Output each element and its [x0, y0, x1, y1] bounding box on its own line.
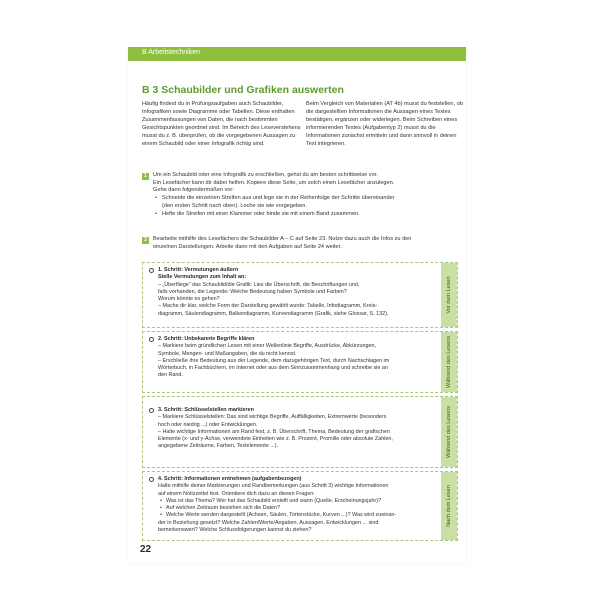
strip-side-tab — [441, 397, 457, 467]
strip-line: falls vorhanden, die Legende: Welche Bedeutung haben Symbole und Farben? — [158, 288, 347, 295]
strip-line: den Rand. — [158, 372, 183, 379]
chapter-label: B Arbeitstechniken — [142, 49, 200, 56]
intro-right-column: Beim Vergleich von Materialien (AT 4b) musst du feststellen, ob die dargestellten Informationen die Aussagen eines Textes bestätigen, ergänzen oder widerlegen. Beim Schreiben eines informierenden Textes (Aufgabentyp 2) musst du die Informationen zunächst ermitteln und dann sinnvoll in deinen Text integrieren. — [306, 101, 463, 147]
task-number-badge: 2 — [142, 237, 149, 244]
side-tab-label: Vor dem Lesen — [446, 276, 452, 314]
strip-line: Halte mithilfe deiner Markierungen und Randbemerkungen (aus Schritt 3) wichtige Informationen — [158, 483, 389, 490]
strip-bullet: • Auf welchen Zeitraum beziehen sich die Daten? — [149, 505, 429, 512]
strip-side-tab — [441, 472, 457, 540]
task-1-line: Um ein Schaubild oder eine Infografik zu erschließen, gehst du am besten schrittweise vor. — [153, 172, 378, 178]
task-1-bullet: • Hefte die Streifen mit einer Klammer oder binde sie mit einem Band zusammen. — [142, 211, 458, 219]
strip-line: Wörterbuch, in Fachbüchern, im Internet oder aus dem Sinnzusammenhang und schreibe sie an — [158, 365, 388, 372]
strip-line: diagramm, Säulendiagramm, Balkendiagramm, Kurvendiagramm (Grafik, siehe Glossar, S. 132). — [158, 310, 389, 317]
reading-fan-strip-4 — [142, 471, 458, 541]
task-2-line: Bearbeite mithilfe des Lesefächers die Schaubilder A – C auf Seite 23. Nutze dazu auch die Infos zu den — [153, 236, 412, 242]
strip-content — [149, 476, 429, 534]
strip-line: angegebene Zeiträume, Farben, Textelemente ...). — [158, 443, 279, 450]
task-1-bullet-cont: (den ersten Schritt nach oben). Loche sie wie vorgegeben. — [162, 202, 307, 209]
strip-step-title: 1. Schritt: Vermutungen äußern — [158, 267, 239, 273]
strip-content — [149, 267, 429, 318]
strip-line: Symbole, Mengen- und Maßangaben, die du nicht kennst. — [158, 350, 297, 357]
strip-line: – „Überfliege“ das Schaubild/die Grafik: Lies die Überschrift, die Beschriftungen und, — [158, 281, 360, 288]
strip-bullet: • Welche Werte werden dargestellt (Achsen, Säulen, Tortenstücke, Kurven ...)? Was wird zueinan- — [149, 512, 429, 519]
strip-line: – Mache dir klar, welche Form der Darstellung gewählt wurde: Tabelle, Infodiagramm, Kreis- — [158, 303, 378, 310]
task-2-line: einzelnen Darstellungen. Arbeite dann mit den Aufgaben auf Seite 24 weiter. — [153, 243, 342, 250]
reading-fan-strip-1 — [142, 262, 458, 328]
strip-line: hoch oder niedrig ...) oder Entwicklungen. — [158, 421, 258, 428]
punch-hole-icon — [149, 337, 154, 342]
side-tab-label: Während des Lesens — [446, 406, 452, 458]
task-1-line: Ein Lesefächer kann dir dabei helfen. Kopiere diese Seite, um solch einen Lesefächer anzulegen. — [153, 179, 395, 186]
task-1-bullet: • Schneide die einzelnen Streifen aus und lege sie in der Reihenfolge der Schritte übereinander — [142, 195, 458, 203]
side-tab-label: Während des Lesens — [446, 336, 452, 388]
strip-line: bemerkenswert? Welche Schlussfolgerungen kannst du ziehen? — [158, 527, 312, 534]
strip-line: Worum könnte es gehen? — [158, 296, 220, 303]
strip-content — [149, 407, 429, 451]
punch-hole-icon — [149, 408, 154, 413]
strip-line: Elemente (x- und y-Achse, verwendete Einheiten wie z. B. Prozent, Promille oder absolute Zahlen, — [158, 436, 393, 443]
strip-bullet: • Was ist das Thema? Wer hat das Schaubild erstellt und wann (Quelle, Erscheinungsjahr)? — [149, 498, 429, 505]
strip-line: – Halte wichtige Informationen am Rand fest, z. B. Überschrift, Thema, Bedeutung der grafischen — [158, 428, 390, 435]
strip-line: der in Beziehung gesetzt? Welche Zahlen/Werte/Angaben, Aussagen, Entwicklungen ... sind — [158, 519, 379, 526]
reading-fan-strip-2 — [142, 331, 458, 393]
strip-step-subtitle: Stelle Vermutungen zum Inhalt an: — [158, 274, 247, 281]
punch-hole-icon — [149, 268, 154, 273]
strip-step-title: 3. Schritt: Schlüsselstellen markieren — [158, 407, 254, 413]
strip-line: – Markiere Schlüsselstellen: Das sind wichtige Begriffe, Auffälligkeiten, Extremwerte (besonders — [158, 414, 387, 421]
page-title: B 3 Schaubilder und Grafiken auswerten — [142, 84, 344, 96]
strip-content — [149, 336, 429, 380]
page-number: 22 — [140, 544, 152, 555]
strip-line: – Erschließe ihre Bedeutung aus der Legende, dem dazugehörigen Text, durch Nachschlagen im — [158, 357, 390, 364]
task-number-badge: 1 — [142, 173, 149, 180]
strip-step-title: 4. Schritt: Informationen entnehmen (aufgabenbezogen) — [158, 476, 302, 482]
strip-side-tab — [441, 332, 457, 392]
strip-step-title: 2. Schritt: Unbekannte Begriffe klären — [158, 336, 255, 342]
punch-hole-icon — [149, 477, 154, 482]
reading-fan-strip-3 — [142, 396, 458, 468]
strip-line: auf einem Notizzettel fest. Orientiere dich dazu an diesen Fragen: — [158, 490, 315, 497]
strip-side-tab — [441, 263, 457, 327]
intro-left-column: Häufig findest du in Prüfungsaufgaben auch Schaubilder, Infografiken sowie Diagramme oder Tabellen. Diese enthalten Zusammenfassungen von Daten, die nach bestimmten Gesichtspunkten geordnet sind. Im Bereich des Leseverstehens musst du z. B. überprüfen, ob die vorgegebenen Aussagen zu einem Schaubild oder einer Infografik richtig sind. — [142, 101, 301, 147]
chapter-header-bar — [128, 47, 466, 61]
task-1 — [142, 172, 458, 218]
task-1-line: Gehe dann folgendermaßen vor: — [153, 187, 234, 194]
strip-line: – Markiere beim gründlichen Lesen mit einer Wellenlinie Begriffe, Ausdrücke, Abkürzungen, — [158, 343, 376, 350]
task-2 — [142, 236, 458, 251]
side-tab-label: Nach dem Lesen — [446, 485, 452, 527]
